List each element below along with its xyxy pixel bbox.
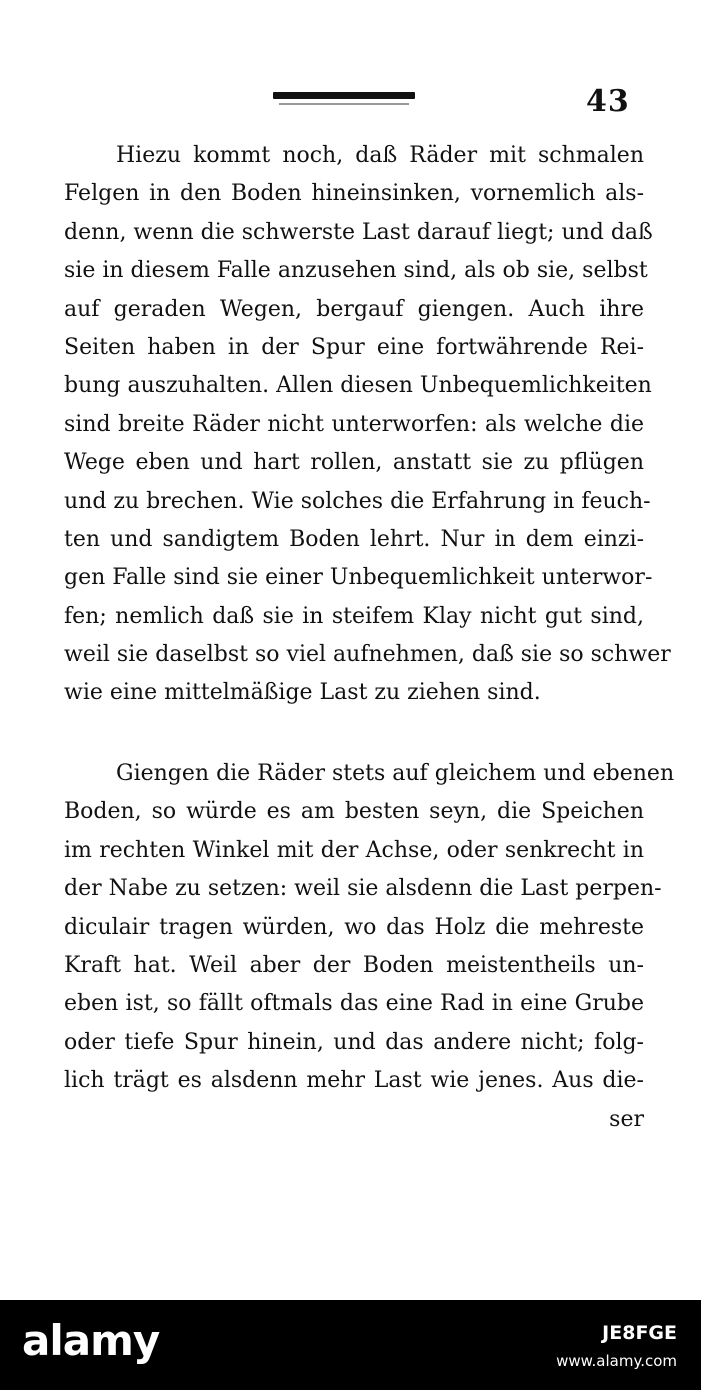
text-line: eben ist, so fällt oftmals das eine Rad in eine Grube bbox=[64, 991, 644, 1017]
text-line: weil sie daselbst so viel aufnehmen, daß sie so schwer bbox=[64, 642, 671, 668]
text-line: der Nabe zu setzen: weil sie alsdenn die Last perpen- bbox=[64, 876, 662, 902]
text-line: Boden, so würde es am besten seyn, die Speichen bbox=[64, 799, 644, 825]
text-line: Hiezu kommt noch, daß Räder mit schmalen bbox=[116, 143, 644, 168]
text-line: im rechten Winkel mit der Achse, oder senkrecht in bbox=[64, 837, 644, 863]
text-line: wie eine mittelmäßige Last zu ziehen sind. bbox=[64, 680, 541, 706]
catchword: ser bbox=[609, 1106, 644, 1132]
text-line: lich trägt es alsdenn mehr Last wie jenes. Aus die- bbox=[64, 1068, 644, 1094]
text-line: sie in diesem Falle anzusehen sind, als ob sie, selbst bbox=[64, 258, 648, 284]
text-line: fen; nemlich daß sie in steifem Klay nicht gut sind, bbox=[64, 603, 644, 629]
text-line: oder tiefe Spur hinein, und das andere nicht; folg- bbox=[64, 1029, 644, 1055]
watermark-footer bbox=[0, 1300, 701, 1390]
text-line: denn, wenn die schwerste Last darauf liegt; und daß bbox=[64, 219, 653, 245]
site-url: www.alamy.com bbox=[556, 1352, 677, 1370]
text-line: diculair tragen würden, wo das Holz die mehreste bbox=[64, 914, 644, 940]
header-rule bbox=[273, 92, 415, 99]
text-line: sind breite Räder nicht unterworfen: als welche die bbox=[64, 411, 644, 437]
text-line: und zu brechen. Wie solches die Erfahrung in feuch- bbox=[64, 488, 651, 514]
text-line: bung auszuhalten. Allen diesen Unbequemlichkeiten bbox=[64, 373, 652, 399]
paragraph-2 bbox=[64, 755, 675, 1139]
text-line: Giengen die Räder stets auf gleichem und ebenen bbox=[116, 761, 675, 786]
text-line: Felgen in den Boden hineinsinken, vornemlich als- bbox=[64, 181, 644, 207]
paragraph-1 bbox=[64, 137, 671, 713]
text-line: Kraft hat. Weil aber der Boden meistentheils un- bbox=[64, 952, 644, 978]
text-line: gen Falle sind sie einer Unbequemlichkeit unterwor- bbox=[64, 565, 653, 591]
header-rule-thin bbox=[279, 103, 409, 105]
text-line: ten und sandigtem Boden lehrt. Nur in dem einzi- bbox=[64, 526, 644, 552]
text-line: auf geraden Wegen, bergauf giengen. Auch ihre bbox=[64, 296, 644, 322]
page-number: 43 bbox=[586, 84, 630, 119]
text-line: Wege eben und hart rollen, anstatt sie zu pflügen bbox=[64, 450, 644, 476]
alamy-logo: alamy bbox=[22, 1316, 160, 1365]
image-id: JE8FGE bbox=[602, 1322, 677, 1344]
text-line: Seiten haben in der Spur eine fortwährende Rei- bbox=[64, 334, 644, 360]
